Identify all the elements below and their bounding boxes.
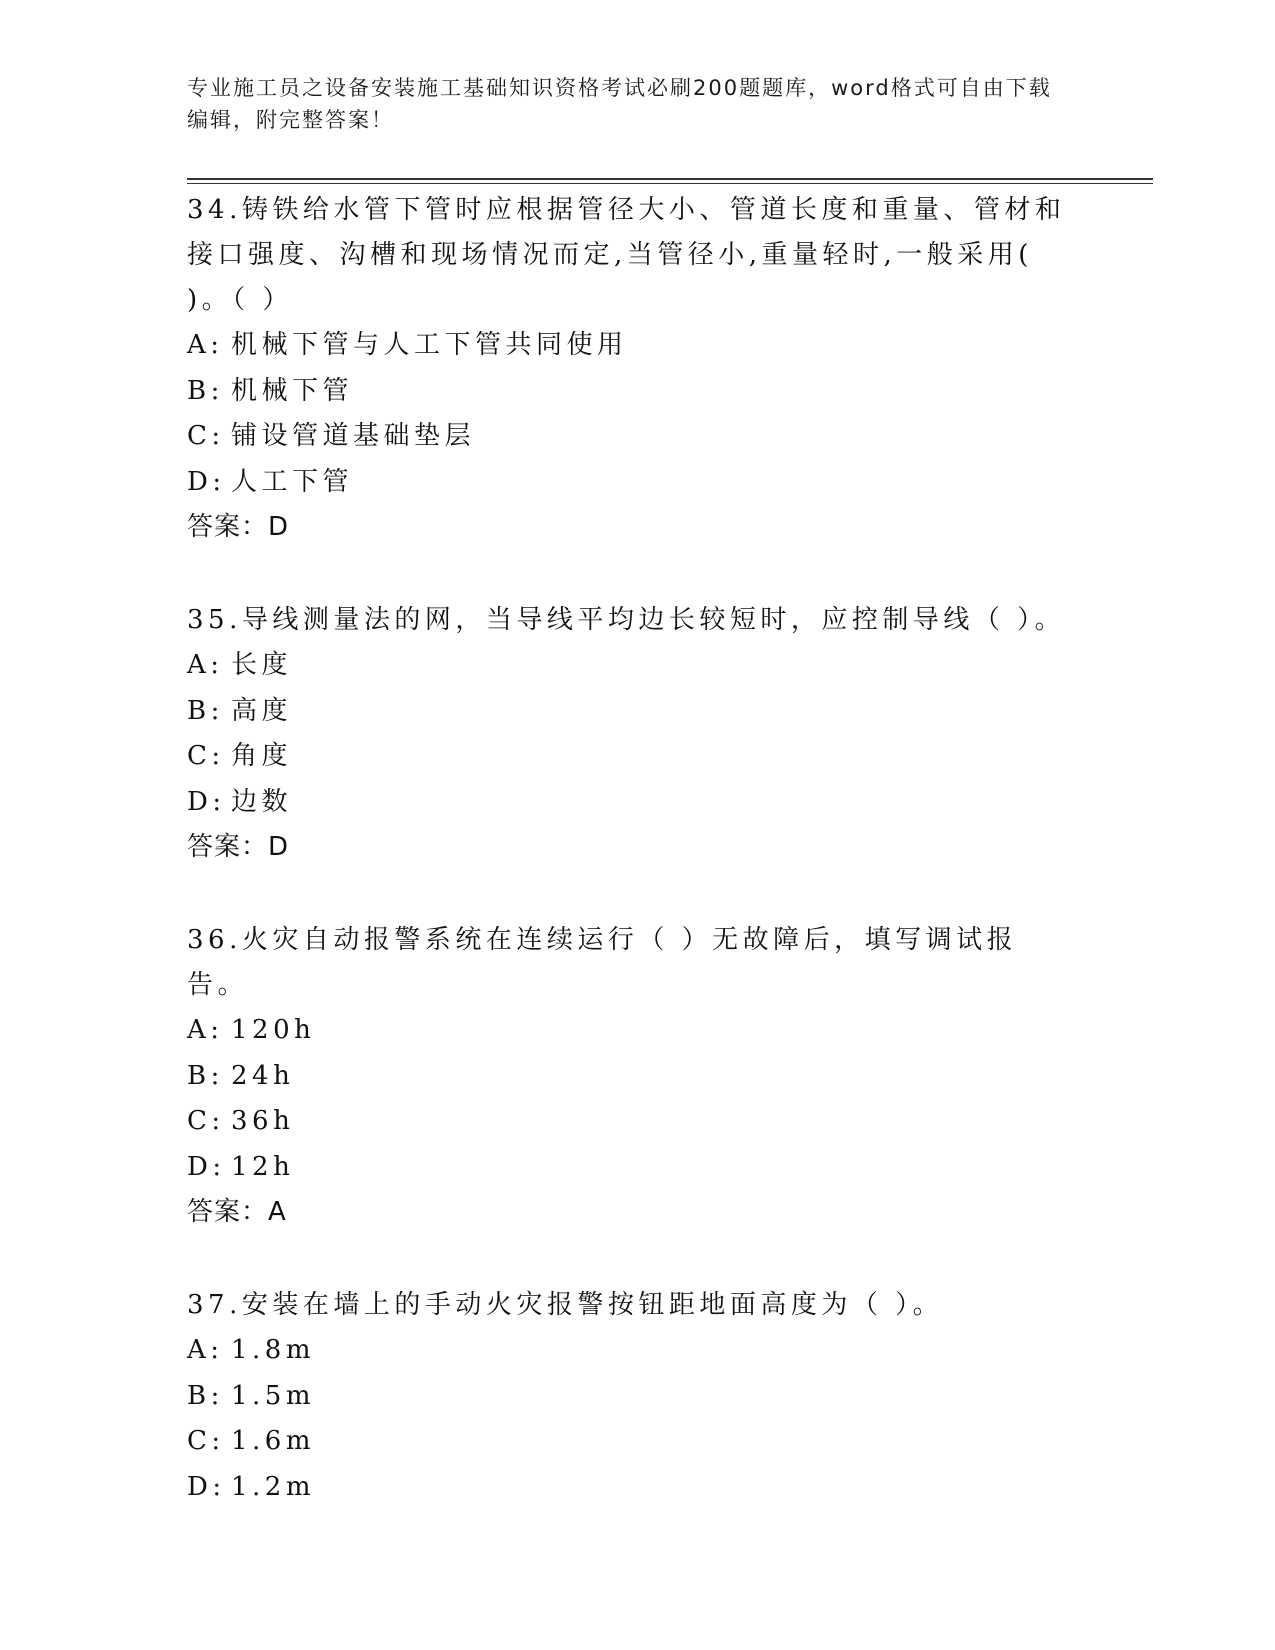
option-key: A: [187,1335,224,1365]
question-36 [187,918,1077,1235]
option-a [187,323,1077,369]
option-c [187,414,1077,460]
answer-label: 答案：A [187,1197,287,1227]
option-a [187,1328,1077,1374]
option-text: 1.8m [231,1335,316,1365]
option-key: C: [187,741,225,771]
option-text: 24h [231,1060,295,1091]
option-text: 1.2m [231,1471,316,1502]
option-text: 12h [231,1151,295,1182]
option-key: C: [187,1426,225,1456]
option-d [187,460,1077,506]
option-text: 角度 [231,741,293,771]
question-text: 35.导线测量法的网，当导线平均边长较短时，应控制导线（ ）。 [187,605,1066,635]
option-text: 人工下管 [231,466,354,497]
option-key: C: [187,1106,225,1136]
option-text: 120h [231,1015,316,1045]
option-text: 36h [231,1106,295,1136]
question-text: 37.安装在墙上的手动火灾报警按钮距地面高度为（ ）。 [187,1290,944,1320]
option-text: 边数 [231,786,293,817]
option-c [187,734,1077,780]
option-key: D: [187,1471,226,1502]
option-key: D: [187,786,226,817]
option-c [187,1419,1077,1465]
option-text: 高度 [231,695,293,726]
option-key: B: [187,1380,224,1411]
option-text: 机械下管与人工下管共同使用 [231,330,628,360]
option-b [187,689,1077,735]
document-header: 专业施工员之设备安装施工基础知识资格考试必刷200题题库，word格式可自由下载编辑，附完整答案！ [187,76,1052,132]
option-key: C: [187,421,225,451]
option-c [187,1099,1077,1145]
option-text: 1.6m [231,1426,316,1456]
option-key: A: [187,650,224,680]
option-text: 长度 [231,650,293,680]
question-text: 36.火灾自动报警系统在连续运行（ ）无故障后，填写调试报告。 [187,925,1018,1000]
option-key: D: [187,466,226,497]
option-a [187,643,1077,689]
header-divider [187,178,1153,180]
option-text: 铺设管道基础垫层 [231,421,476,451]
option-b [187,1374,1077,1420]
question-34 [187,188,1077,550]
option-key: B: [187,1060,224,1091]
question-list [187,188,1077,1558]
option-a [187,1008,1077,1054]
option-text: 机械下管 [231,375,354,406]
option-b [187,369,1077,415]
answer-label: 答案：D [187,512,290,542]
option-key: A: [187,330,224,360]
question-37 [187,1283,1077,1510]
option-text: 1.5m [231,1380,316,1411]
option-key: B: [187,375,224,406]
option-key: A: [187,1015,224,1045]
option-d [187,1145,1077,1191]
option-key: D: [187,1151,226,1182]
question-text: 34.铸铁给水管下管时应根据管径大小、管道长度和重量、管材和接口强度、沟槽和现场情况而定,当管径小,重量轻时,一般采用( )。（ ） [187,195,1066,315]
option-key: B: [187,695,224,726]
option-d [187,780,1077,826]
option-d [187,1465,1077,1511]
question-35 [187,598,1077,870]
option-b [187,1054,1077,1100]
answer-label: 答案：D [187,832,290,862]
